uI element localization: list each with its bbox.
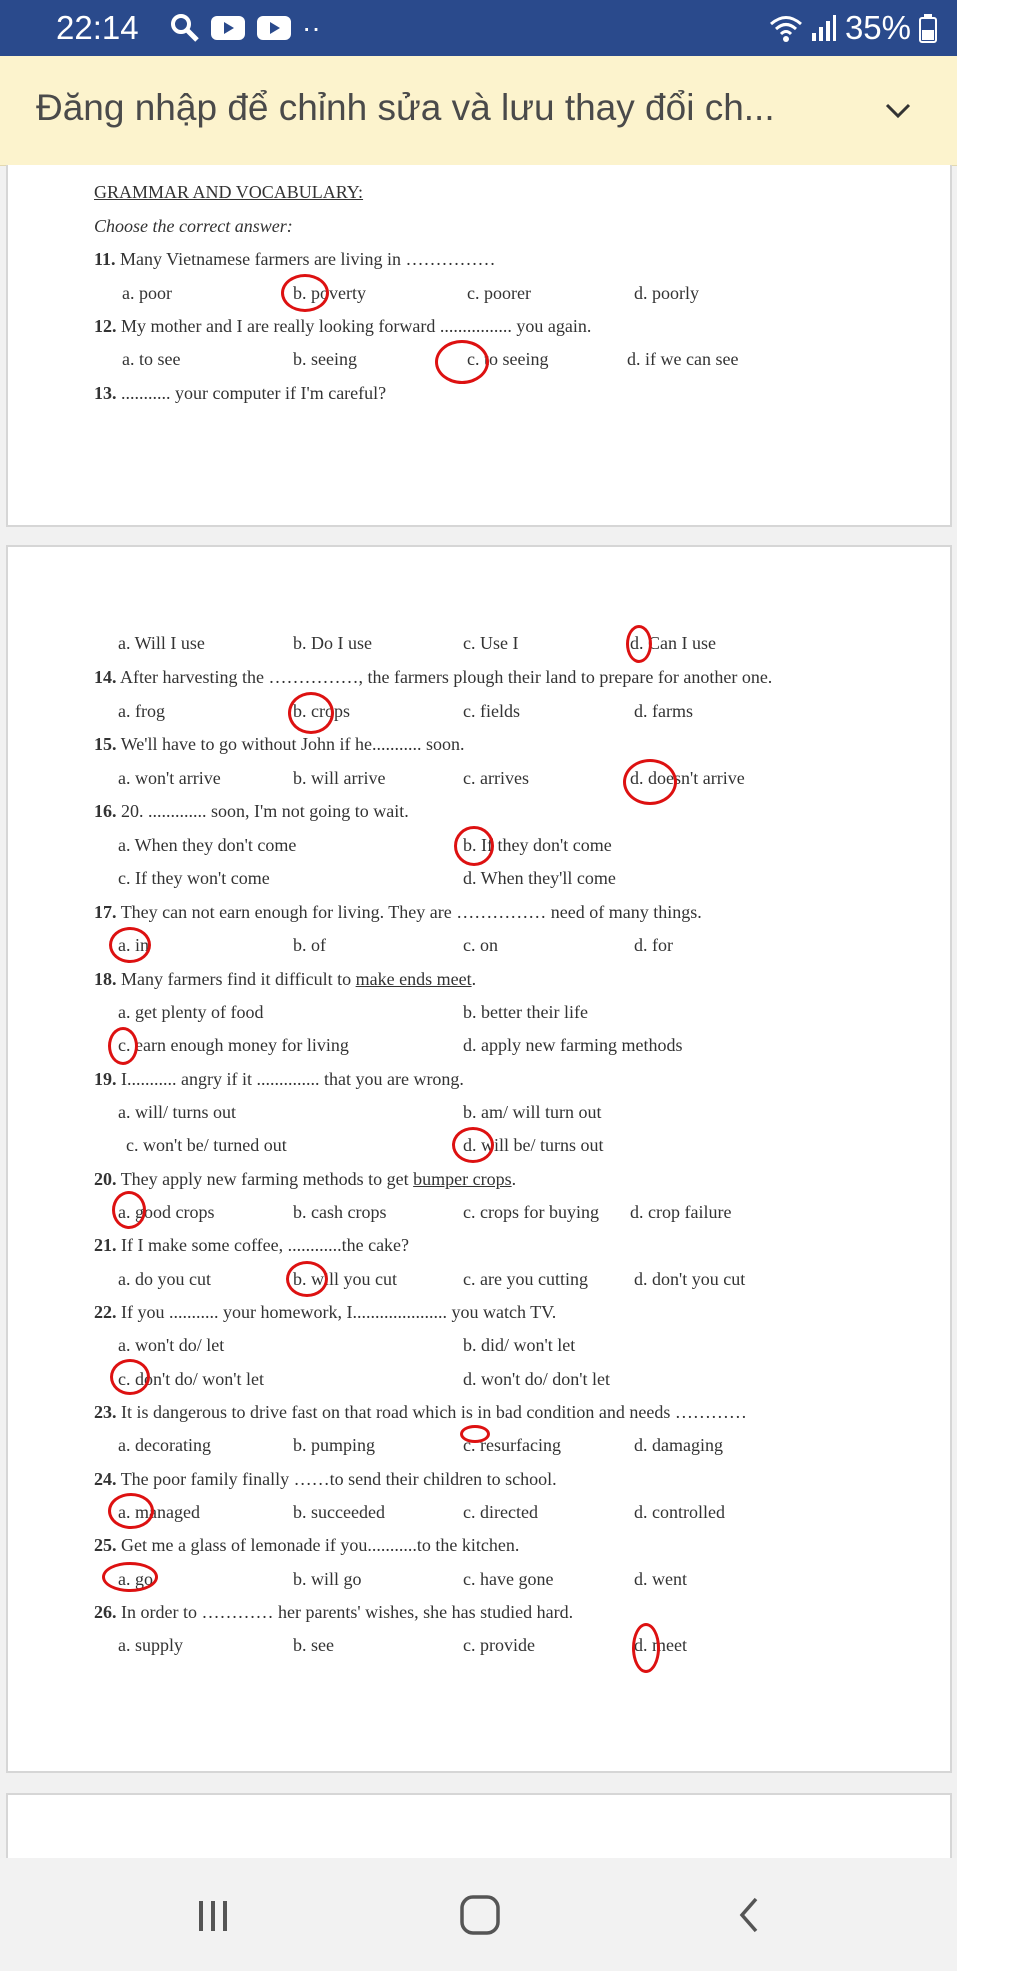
option: d. don't you cut <box>634 1269 746 1289</box>
option: d. went <box>634 1569 687 1589</box>
option: a. poor <box>122 283 172 303</box>
option: a. When they don't come <box>118 835 297 855</box>
question-text: It is dangerous to drive fast on that road which is in bad condition and needs ………… <box>121 1402 747 1422</box>
answer-circle <box>112 1191 146 1229</box>
option: a. decorating <box>118 1435 211 1455</box>
answer-circle <box>288 692 334 734</box>
option: d. won't do/ don't let <box>463 1369 610 1389</box>
answer-circle <box>281 274 329 312</box>
option: d. damaging <box>634 1435 723 1455</box>
question-number: 11. <box>94 249 116 269</box>
question-14 <box>94 667 772 688</box>
option: a. to see <box>122 349 181 369</box>
question-number: 18. <box>94 969 117 989</box>
option: b. am/ will turn out <box>463 1102 602 1122</box>
instructions: Choose the correct answer: <box>94 216 293 236</box>
question-number: 16. <box>94 801 117 821</box>
answer-circle <box>460 1425 490 1443</box>
status-time: 22:14 <box>56 9 139 46</box>
question-number: 19. <box>94 1069 117 1089</box>
notification-icons <box>170 13 321 43</box>
underlined-phrase: bumper crops <box>413 1169 512 1189</box>
option: c. provide <box>463 1635 535 1655</box>
option: d. meet <box>634 1635 687 1655</box>
document-page-1 <box>6 165 952 527</box>
wifi-icon <box>769 13 803 43</box>
section-heading: GRAMMAR AND VOCABULARY: <box>94 182 364 202</box>
answer-circle <box>108 1027 138 1065</box>
question-22 <box>94 1302 556 1323</box>
option: b. crops <box>293 701 350 721</box>
option: a. get plenty of food <box>118 1002 264 1022</box>
question-text: Many Vietnamese farmers are living in …………… <box>120 249 496 269</box>
option: b. will arrive <box>293 768 386 788</box>
home-button[interactable] <box>420 1858 540 1971</box>
question-20 <box>94 1169 516 1190</box>
option: a. supply <box>118 1635 183 1655</box>
option: c. crops for buying <box>463 1202 599 1222</box>
battery-percent: 35% <box>844 9 911 46</box>
option: c. If they won't come <box>118 868 270 888</box>
option: a. won't arrive <box>118 768 221 788</box>
question-number: 14. <box>94 667 117 687</box>
question-text-end: . <box>511 1169 517 1189</box>
question-text: Many farmers find it difficult to <box>121 969 356 989</box>
question-16 <box>94 801 409 822</box>
question-text: They can not earn enough for living. They are …………… need of many things. <box>120 902 702 922</box>
underlined-phrase: make ends meet <box>355 969 472 989</box>
option: a. will/ turns out <box>118 1102 236 1122</box>
question-number: 15. <box>94 734 117 754</box>
option: a. in <box>118 935 149 955</box>
question-number: 20. <box>94 1169 117 1189</box>
option: b. pumping <box>293 1435 376 1455</box>
sign-in-banner[interactable] <box>0 56 957 166</box>
question-text: I........... angry if it .............. that you are wrong. <box>121 1069 464 1089</box>
home-icon <box>458 1893 502 1937</box>
question-text: In order to ………… her parents' wishes, she has studied hard. <box>121 1602 574 1622</box>
navigation-bar <box>0 1858 957 1971</box>
option: c. Use I <box>463 633 519 653</box>
question-number: 13. <box>94 383 117 403</box>
chevron-down-icon[interactable] <box>883 96 913 126</box>
option: d. crop failure <box>630 1202 732 1222</box>
option: a. managed <box>118 1502 200 1522</box>
status-right <box>769 10 937 46</box>
option: a. go <box>118 1569 153 1589</box>
option: c. fields <box>463 701 520 721</box>
recent-apps-button[interactable] <box>153 1858 273 1971</box>
question-text: Get me a glass of lemonade if you...........to the kitchen. <box>121 1535 520 1555</box>
question-text: ........... your computer if I'm careful? <box>121 383 387 403</box>
status-bar <box>0 0 957 56</box>
question-25 <box>94 1535 519 1556</box>
option: b. poverty <box>293 283 366 303</box>
document-page-2 <box>6 545 952 1773</box>
answer-circle <box>626 625 652 663</box>
more-notifications-icon: ·· <box>302 12 321 43</box>
answer-circle <box>435 340 489 384</box>
question-21 <box>94 1235 409 1256</box>
question-number: 26. <box>94 1602 117 1622</box>
option: d. When they'll come <box>463 868 616 888</box>
option: c. on <box>463 935 498 955</box>
answer-circle <box>623 759 677 805</box>
youtube-icon-2 <box>256 14 292 42</box>
option: a. frog <box>118 701 165 721</box>
option: c. to seeing <box>467 349 549 369</box>
option: c. have gone <box>463 1569 554 1589</box>
question-18 <box>94 969 476 990</box>
question-12 <box>94 316 591 337</box>
option: d. if we can see <box>627 349 739 369</box>
question-24 <box>94 1469 557 1490</box>
answer-circle <box>109 927 151 963</box>
option: c. are you cutting <box>463 1269 588 1289</box>
answer-circle <box>454 826 494 866</box>
question-text: If you ........... your homework, I..................... you watch TV. <box>121 1302 557 1322</box>
question-number: 25. <box>94 1535 117 1555</box>
question-text: After harvesting the ……………, the farmers plough their land to prepare for another one. <box>120 667 773 687</box>
question-17 <box>94 902 702 923</box>
option: a. won't do/ let <box>118 1335 225 1355</box>
option: a. good crops <box>118 1202 215 1222</box>
option: c. directed <box>463 1502 538 1522</box>
signal-icon <box>811 13 837 43</box>
question-15 <box>94 734 464 755</box>
option: c. earn enough money for living <box>118 1035 349 1055</box>
question-number: 22. <box>94 1302 117 1322</box>
question-number: 23. <box>94 1402 117 1422</box>
question-text: They apply new farming methods to get <box>120 1169 414 1189</box>
question-13 <box>94 383 386 404</box>
question-text: If I make some coffee, ............the cake? <box>121 1235 410 1255</box>
option: b. see <box>293 1635 334 1655</box>
question-23 <box>94 1402 747 1423</box>
option: b. Do I use <box>293 633 372 653</box>
option: d. poorly <box>634 283 699 303</box>
option: b. seeing <box>293 349 357 369</box>
back-button[interactable] <box>690 1858 810 1971</box>
option: b. better their life <box>463 1002 588 1022</box>
banner-text: Đăng nhập để chỉnh sửa và lưu thay đổi ch... <box>36 87 775 128</box>
question-text: My mother and I are really looking forward ................ you again. <box>121 316 592 336</box>
answer-circle <box>108 1493 154 1529</box>
question-number: 12. <box>94 316 117 336</box>
option: b. did/ won't let <box>463 1335 576 1355</box>
question-text: The poor family finally ……to send their children to school. <box>120 1469 557 1489</box>
answer-circle <box>286 1261 328 1297</box>
option: d. Can I use <box>630 633 716 653</box>
question-number: 24. <box>94 1469 117 1489</box>
question-26 <box>94 1602 573 1623</box>
option: c. poorer <box>467 283 531 303</box>
answer-circle <box>110 1359 150 1395</box>
option: b. will you cut <box>293 1269 397 1289</box>
battery-icon <box>919 13 937 43</box>
question-text: 20. ............. soon, I'm not going to wait. <box>121 801 409 821</box>
option: d. for <box>634 935 673 955</box>
question-text-end: . <box>471 969 477 989</box>
answer-circle <box>452 1127 494 1163</box>
option: b. will go <box>293 1569 362 1589</box>
youtube-icon <box>210 14 246 42</box>
option: b. of <box>293 935 326 955</box>
option: d. farms <box>634 701 693 721</box>
option: d. apply new farming methods <box>463 1035 683 1055</box>
option: b. succeeded <box>293 1502 385 1522</box>
option: c. won't be/ turned out <box>126 1135 287 1155</box>
option: d. doesn't arrive <box>630 768 745 788</box>
option: c. don't do/ won't let <box>118 1369 264 1389</box>
option: c. resurfacing <box>463 1435 561 1455</box>
tools-icon <box>170 13 200 43</box>
question-text: We'll have to go without John if he........... soon. <box>120 734 465 754</box>
option: b. If they don't come <box>463 835 612 855</box>
question-19 <box>94 1069 464 1090</box>
back-icon <box>732 1895 768 1935</box>
option: c. arrives <box>463 768 529 788</box>
question-11 <box>94 249 496 270</box>
option: d. controlled <box>634 1502 725 1522</box>
question-number: 17. <box>94 902 117 922</box>
option: a. do you cut <box>118 1269 211 1289</box>
answer-circle <box>102 1562 158 1592</box>
option: a. Will I use <box>118 633 205 653</box>
answer-circle <box>632 1623 660 1673</box>
option: d. will be/ turns out <box>463 1135 604 1155</box>
question-number: 21. <box>94 1235 117 1255</box>
recent-apps-icon <box>193 1895 233 1935</box>
option: b. cash crops <box>293 1202 387 1222</box>
